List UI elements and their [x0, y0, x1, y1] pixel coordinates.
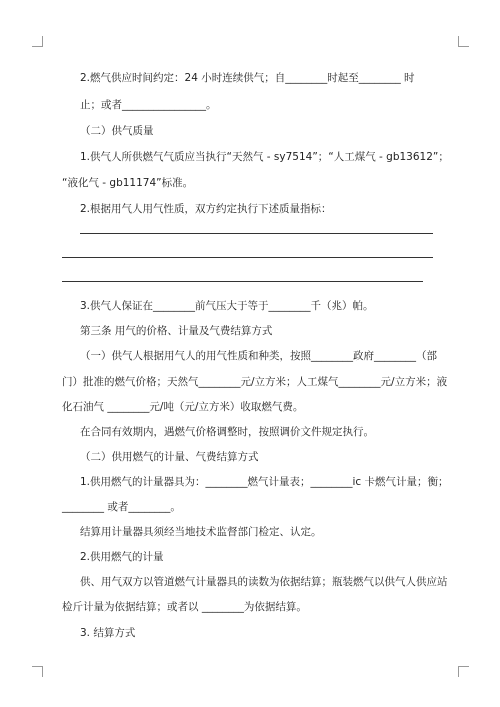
quality-standards-line: 1.供气人所供燃气气质应当执行“天然气 - sy7514”；“人工煤气 - gb13612”；: [80, 151, 449, 163]
article-three-heading: 第三条 用气的价格、计量及气费结算方式: [80, 325, 273, 337]
metering-devices-continuation: ________ 或者________。: [62, 501, 181, 513]
metering-devices-line: 1.供用燃气的计量器具为：________燃气计量表；________ic 卡燃气计量；衡；: [80, 476, 449, 488]
fill-in-rule-1: [80, 233, 433, 234]
metering-basis-line: 供、用气双方以管道燃气计量器具的读数为依据结算；瓶装燃气以供气人供应站: [80, 576, 448, 588]
section-metering-heading: （二）供用燃气的计量、气费结算方式: [80, 451, 259, 463]
fill-in-rule-2: [62, 257, 433, 258]
corner-mark-bottom-left: [32, 666, 43, 677]
fill-in-rule-3: [62, 281, 423, 282]
corner-mark-bottom-right: [458, 666, 469, 677]
section-gas-quality-heading: （二）供气质量: [80, 125, 154, 137]
corner-mark-top-right: [458, 36, 469, 47]
price-adjustment-line: 在合同有效期内，遇燃气价格调整时，按照调价文件规定执行。: [80, 426, 374, 438]
pricing-line: （一）供气人根据用气人的用气性质和种类，按照________政府________（部: [80, 350, 437, 362]
settlement-method-heading: 3. 结算方式: [80, 627, 136, 639]
quality-indicators-line: 2.根据用气人用气性质，双方约定执行下述质量指标：: [80, 203, 332, 215]
metering-basis-continuation: 检斤计量为依据结算；或者以 ________为依据结算。: [62, 601, 307, 613]
metering-subheading: 2.供用燃气的计量: [80, 551, 164, 563]
pressure-guarantee-line: 3.供气人保证在________前气压大于等于________千（兆）帕。: [80, 300, 374, 312]
supply-time-line: 2.燃气供应时间约定：24 小时连续供气；自________时起至________ 时: [80, 72, 415, 84]
quality-standards-continuation: “液化气 - gb11174”标准。: [62, 177, 194, 189]
meter-certification-line: 结算用计量器具须经当地技术监督部门检定、认定。: [80, 526, 322, 538]
pricing-line-continuation: 门）批准的燃气价格；天然气________元/立方米；人工煤气________元/立方米；液: [62, 376, 448, 388]
lpg-price-line: 化石油气 ________元/吨（元/立方米）收取燃气费。: [62, 401, 304, 413]
corner-mark-top-left: [32, 36, 43, 47]
supply-time-continuation: 止；或者________________。: [80, 99, 217, 111]
